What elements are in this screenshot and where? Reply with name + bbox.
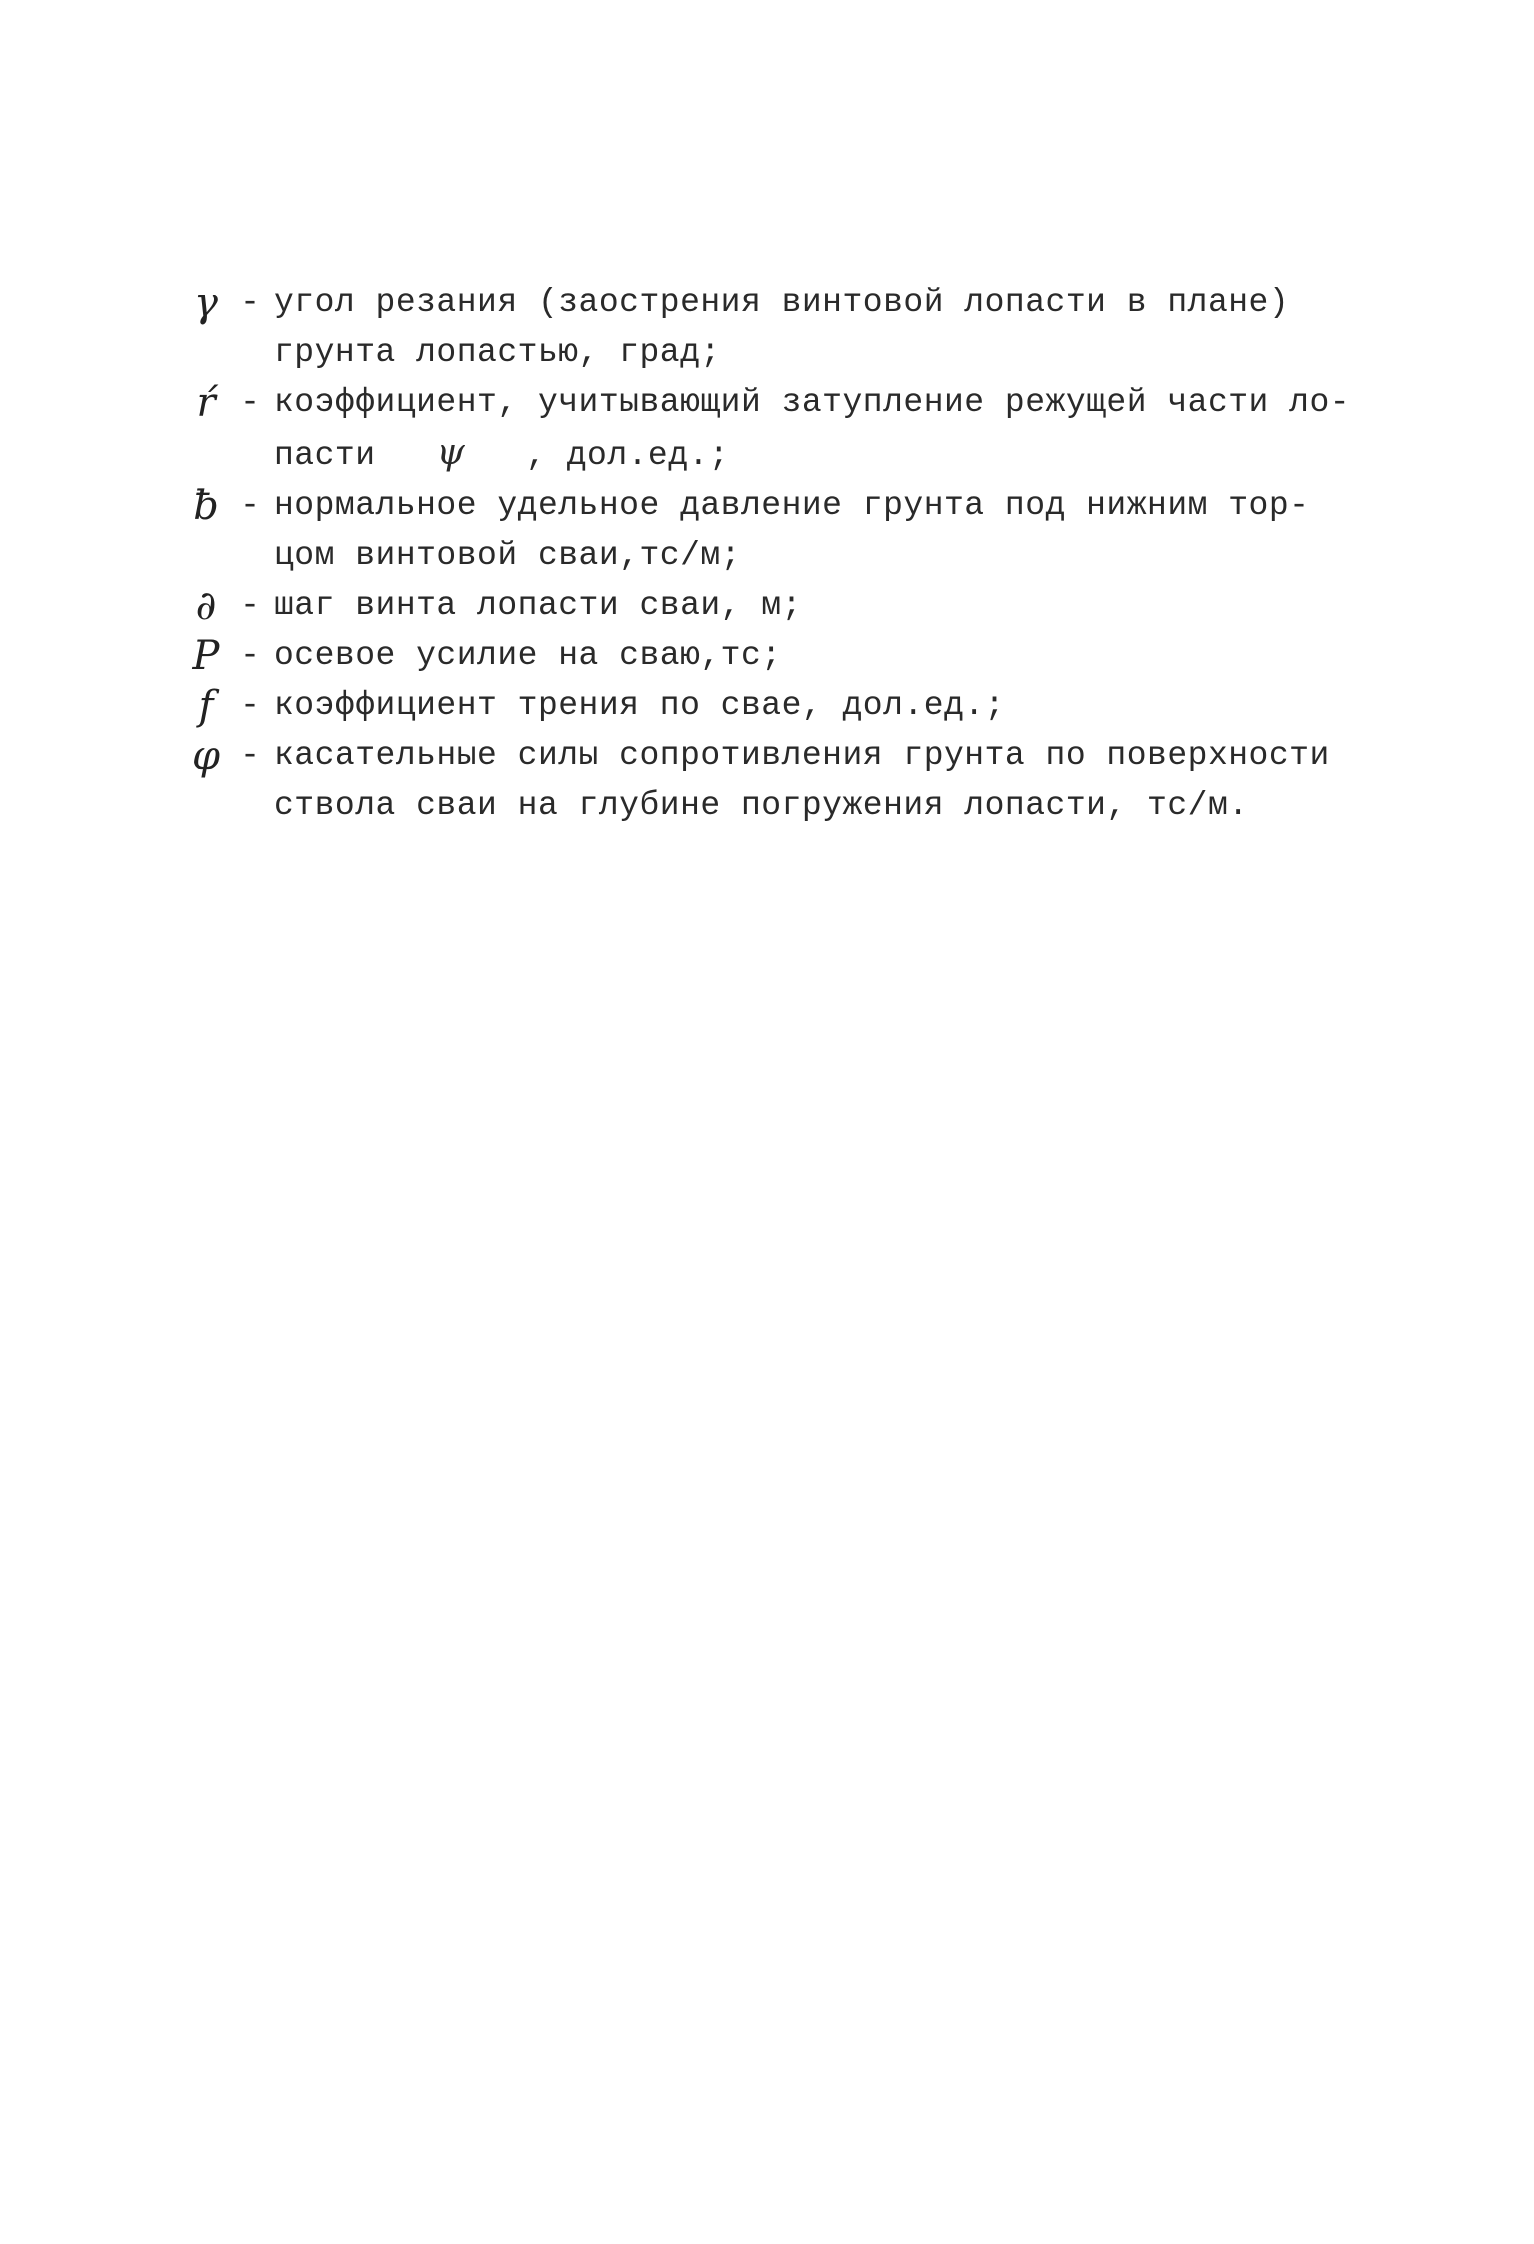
symbol-r: ŕ [196, 380, 216, 426]
definition-item-d [186, 581, 1386, 631]
symbol-b: ƀ [193, 483, 219, 529]
symbol-f: f [198, 683, 214, 729]
definition-line: цом винтовой сваи,тс/м; [274, 537, 741, 574]
definition-line: осевое усилие на сваю,тс; [274, 637, 782, 674]
definition-line: ствола сваи на глубине погружения лопасти, тс/м. [274, 787, 1249, 824]
definition-line-after: , дол.ед.; [526, 437, 730, 474]
symbol-psi: ψ [436, 432, 466, 473]
definition-line-with-symbol [274, 428, 1386, 481]
symbol-p: P [192, 633, 220, 679]
definition-line: грунта лопастью, град; [274, 334, 721, 371]
definition-item-phi [186, 731, 1386, 831]
definition-text [274, 378, 1386, 481]
definition-text [274, 681, 1386, 731]
definition-text [274, 631, 1386, 681]
definition-line: коэффициент трения по свае, дол.ед.; [274, 687, 1005, 724]
definition-dash: - [240, 284, 260, 321]
definition-text [274, 731, 1386, 831]
definition-dash: - [240, 487, 260, 524]
definition-line: шаг винта лопасти сваи, м; [274, 587, 802, 624]
definition-item-gamma [186, 278, 1386, 378]
definition-item-r [186, 378, 1386, 481]
definition-dash: - [240, 737, 260, 774]
definition-text [274, 581, 1386, 631]
definition-text [274, 278, 1386, 378]
definition-dash: - [240, 384, 260, 421]
definition-line: коэффициент, учитывающий затупление режущей части ло- [274, 384, 1351, 421]
definition-text [274, 481, 1386, 581]
definition-dash: - [240, 687, 260, 724]
definition-item-b [186, 481, 1386, 581]
definition-line: нормальное удельное давление грунта под нижним тор- [274, 487, 1310, 524]
definition-line: угол резания (заострения винтовой лопасти в плане) [274, 284, 1290, 321]
definition-item-f [186, 681, 1386, 731]
definition-line: касательные силы сопротивления грунта по поверхности [274, 737, 1330, 774]
definition-dash: - [240, 637, 260, 674]
symbol-phi: φ [191, 733, 220, 779]
definition-line-before: пасти [274, 437, 376, 474]
definition-dash: - [240, 587, 260, 624]
symbol-d: ∂ [195, 583, 217, 629]
definition-item-p [186, 631, 1386, 681]
symbol-gamma: γ [194, 280, 218, 326]
symbol-definitions-list [186, 278, 1386, 831]
